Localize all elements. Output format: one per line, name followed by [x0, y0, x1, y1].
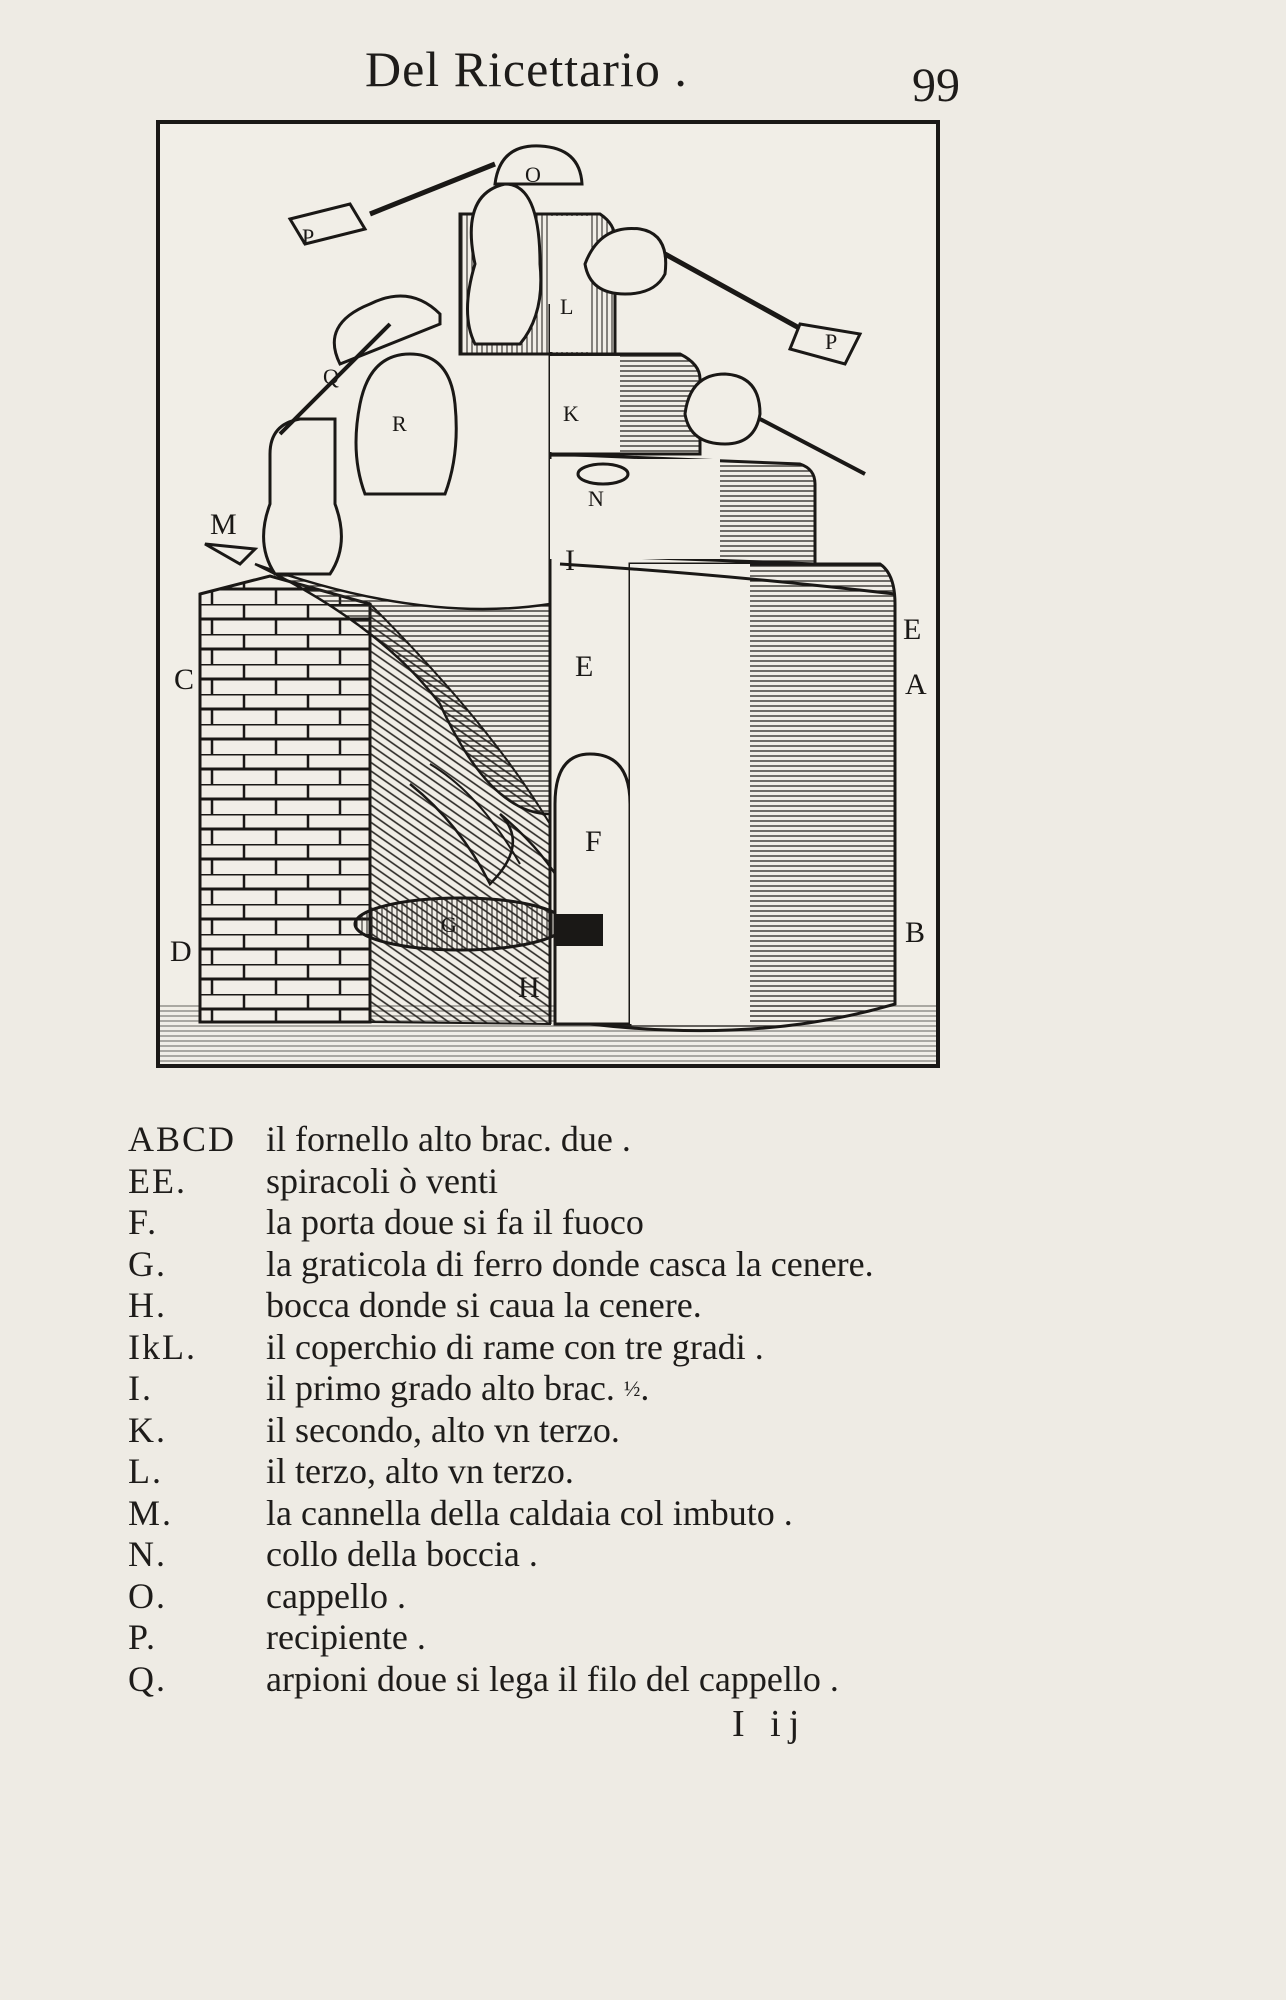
label-E-right: E	[903, 613, 922, 646]
fraction-half: ½	[623, 1376, 641, 1401]
legend-key: N.	[128, 1534, 167, 1574]
label-I-extra: I	[162, 106, 170, 131]
signature-mark: I ij	[732, 1703, 808, 1745]
legend-text: il fornello alto brac. due .	[266, 1119, 631, 1159]
legend-row	[128, 1243, 888, 1285]
label-D: D	[170, 935, 192, 968]
legend-row	[128, 1616, 888, 1658]
legend-text: bocca donde si caua la cenere.	[266, 1285, 702, 1325]
label-Q: Q	[323, 364, 339, 389]
brick-wall	[200, 576, 370, 1022]
label-H: H	[518, 971, 540, 1004]
label-E-center: E	[575, 650, 594, 683]
legend-key: K.	[128, 1409, 167, 1450]
label-I-body: I	[565, 544, 575, 577]
label-M: M	[210, 508, 237, 541]
label-R: R	[392, 411, 407, 436]
legend-key: M.	[128, 1492, 174, 1533]
label-O: O	[525, 162, 541, 187]
legend-key: I.	[128, 1368, 153, 1408]
flask-left	[264, 419, 342, 574]
legend-text: il secondo, alto vn terzo.	[266, 1409, 620, 1450]
label-G: G	[441, 912, 457, 937]
legend-text: collo della boccia .	[266, 1534, 538, 1574]
label-P-right: P	[825, 329, 838, 354]
legend-text-with-fraction	[266, 1367, 888, 1409]
legend-row	[128, 1326, 888, 1368]
label-N: N	[588, 486, 604, 511]
flask-tall	[468, 184, 541, 344]
label-B: B	[905, 916, 926, 949]
legend-row	[128, 1575, 888, 1617]
legend-key: L.	[128, 1451, 163, 1491]
legend-key: IkL.	[128, 1326, 197, 1367]
legend-key: H.	[128, 1285, 167, 1325]
legend-key: G.	[128, 1243, 167, 1284]
furnace-woodcut-drawing	[160, 106, 936, 1064]
legend-text: spiracoli ò venti	[266, 1160, 498, 1201]
woodcut-illustration	[156, 106, 940, 1068]
label-P-left: P	[302, 224, 315, 249]
legend-row	[128, 1367, 888, 1409]
legend-row	[128, 1492, 888, 1534]
legend-key: Q.	[128, 1658, 167, 1699]
legend-key: EE.	[128, 1160, 187, 1201]
figure-legend	[128, 1118, 888, 1699]
fire-door	[555, 754, 630, 1024]
label-L: L	[560, 294, 574, 319]
legend-text: recipiente .	[266, 1617, 426, 1657]
legend-text: il primo grado alto brac.	[266, 1368, 615, 1408]
label-K: K	[563, 401, 579, 426]
legend-row	[128, 1533, 888, 1575]
legend-key: ABCD	[128, 1119, 237, 1159]
legend-key: F.	[128, 1202, 159, 1242]
legend-row	[128, 1284, 888, 1326]
legend-suffix: .	[640, 1368, 650, 1408]
legend-text: la graticola di ferro donde casca la cenere.	[266, 1243, 874, 1284]
legend-key: P.	[128, 1617, 158, 1657]
legend-key: O.	[128, 1575, 167, 1616]
legend-row	[128, 1658, 888, 1700]
label-A: A	[905, 668, 927, 701]
legend-text: il terzo, alto vn terzo.	[266, 1451, 574, 1491]
legend-text: cappello .	[266, 1575, 406, 1616]
page-number: 99	[912, 59, 960, 112]
label-F: F	[585, 825, 602, 858]
legend-row	[128, 1450, 888, 1492]
legend-text: arpioni doue si lega il filo del cappello .	[266, 1658, 839, 1699]
legend-text: la porta doue si fa il fuoco	[266, 1202, 644, 1242]
legend-text: il coperchio di rame con tre gradi .	[266, 1326, 764, 1367]
legend-row	[128, 1160, 888, 1202]
legend-row	[128, 1409, 888, 1451]
legend-row	[128, 1118, 888, 1160]
legend-row	[128, 1201, 888, 1243]
legend-text: la cannella della caldaia col imbuto .	[266, 1492, 793, 1533]
label-C: C	[174, 663, 195, 696]
running-head: Del Ricettario .	[365, 41, 688, 97]
grate-drawing	[355, 898, 565, 950]
